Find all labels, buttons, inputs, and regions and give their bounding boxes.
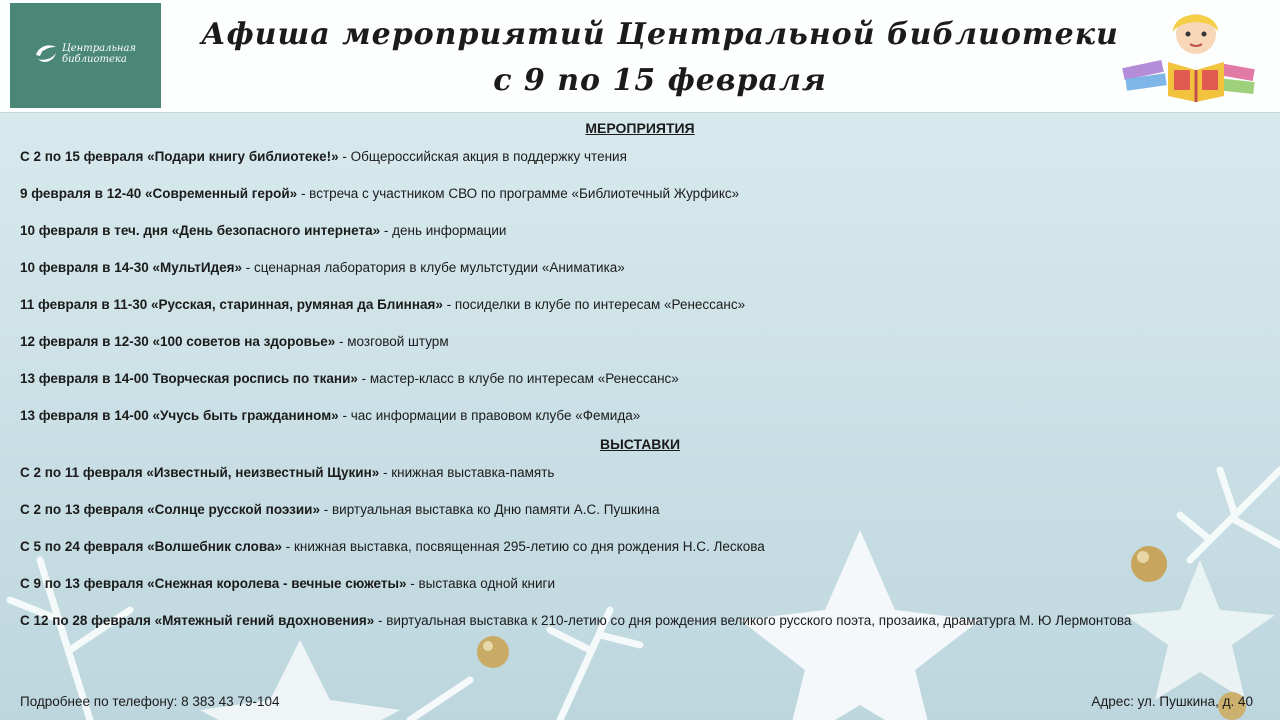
event-item: С 2 по 15 февраля «Подари книгу библиотеке!» - Общероссийская акция в поддержку чтения (20, 149, 627, 164)
logo-line-2: библиотека (62, 54, 127, 65)
library-address: Адрес: ул. Пушкина, д. 40 (1091, 694, 1253, 709)
event-item: 12 февраля в 12-30 «100 советов на здоровье» - мозговой штурм (20, 334, 449, 349)
exhibition-item: С 2 по 11 февраля «Известный, неизвестный Щукин» - книжная выставка-память (20, 465, 555, 480)
title-line-1: Афиша мероприятий Центральной библиотеки (201, 17, 1119, 52)
event-item: 11 февраля в 11-30 «Русская, старинная, румяная да Блинная» - посиделки в клубе по интересам «Ренессанс» (20, 297, 746, 312)
header-banner (0, 0, 1280, 113)
exhibition-item: С 5 по 24 февраля «Волшебник слова» - книжная выставка, посвященная 295-летию со дня рождения Н.С. Лескова (20, 539, 765, 554)
logo-line-1: Центральная (62, 43, 137, 54)
events-section-title: МЕРОПРИЯТИЯ (585, 120, 695, 136)
page-title (195, 12, 1125, 104)
exhibition-item: С 12 по 28 февраля «Мятежный гений вдохновения» - виртуальная выставка к 210-летию со дня рождения великого русского поэта, прозаика, драматурга М. Ю Лермонтова (20, 613, 1132, 628)
event-item: 9 февраля в 12-40 «Современный герой» - встреча с участником СВО по программе «Библиотечный Журфикс» (20, 186, 740, 201)
event-item: 13 февраля в 14-00 Творческая роспись по ткани» - мастер-класс в клубе по интересам «Ренессанс» (20, 371, 679, 386)
event-item: 10 февраля в 14-30 «МультИдея» - сценарная лаборатория в клубе мультстудии «Аниматика» (20, 260, 625, 275)
library-logo[interactable] (10, 3, 161, 108)
library-logo-icon (32, 41, 60, 65)
event-item: 13 февраля в 14-00 «Учусь быть гражданином» - час информации в правовом клубе «Фемида» (20, 408, 641, 423)
child-reading-books-icon (1118, 4, 1258, 104)
exhibition-item: С 2 по 13 февраля «Солнце русской поэзии» - виртуальная выставка ко Дню памяти А.С. Пушкина (20, 502, 660, 517)
contact-phone: Подробнее по телефону: 8 383 43 79-104 (20, 694, 280, 709)
title-line-2: с 9 по 15 февраля (493, 63, 827, 98)
library-logo-text (62, 43, 136, 65)
exhibitions-section-title: ВЫСТАВКИ (599, 436, 681, 452)
main-content (20, 118, 1260, 639)
exhibition-item: С 9 по 13 февраля «Снежная королева - вечные сюжеты» - выставка одной книги (20, 576, 556, 591)
event-item: 10 февраля в теч. дня «День безопасного интернета» - день информации (20, 223, 507, 238)
